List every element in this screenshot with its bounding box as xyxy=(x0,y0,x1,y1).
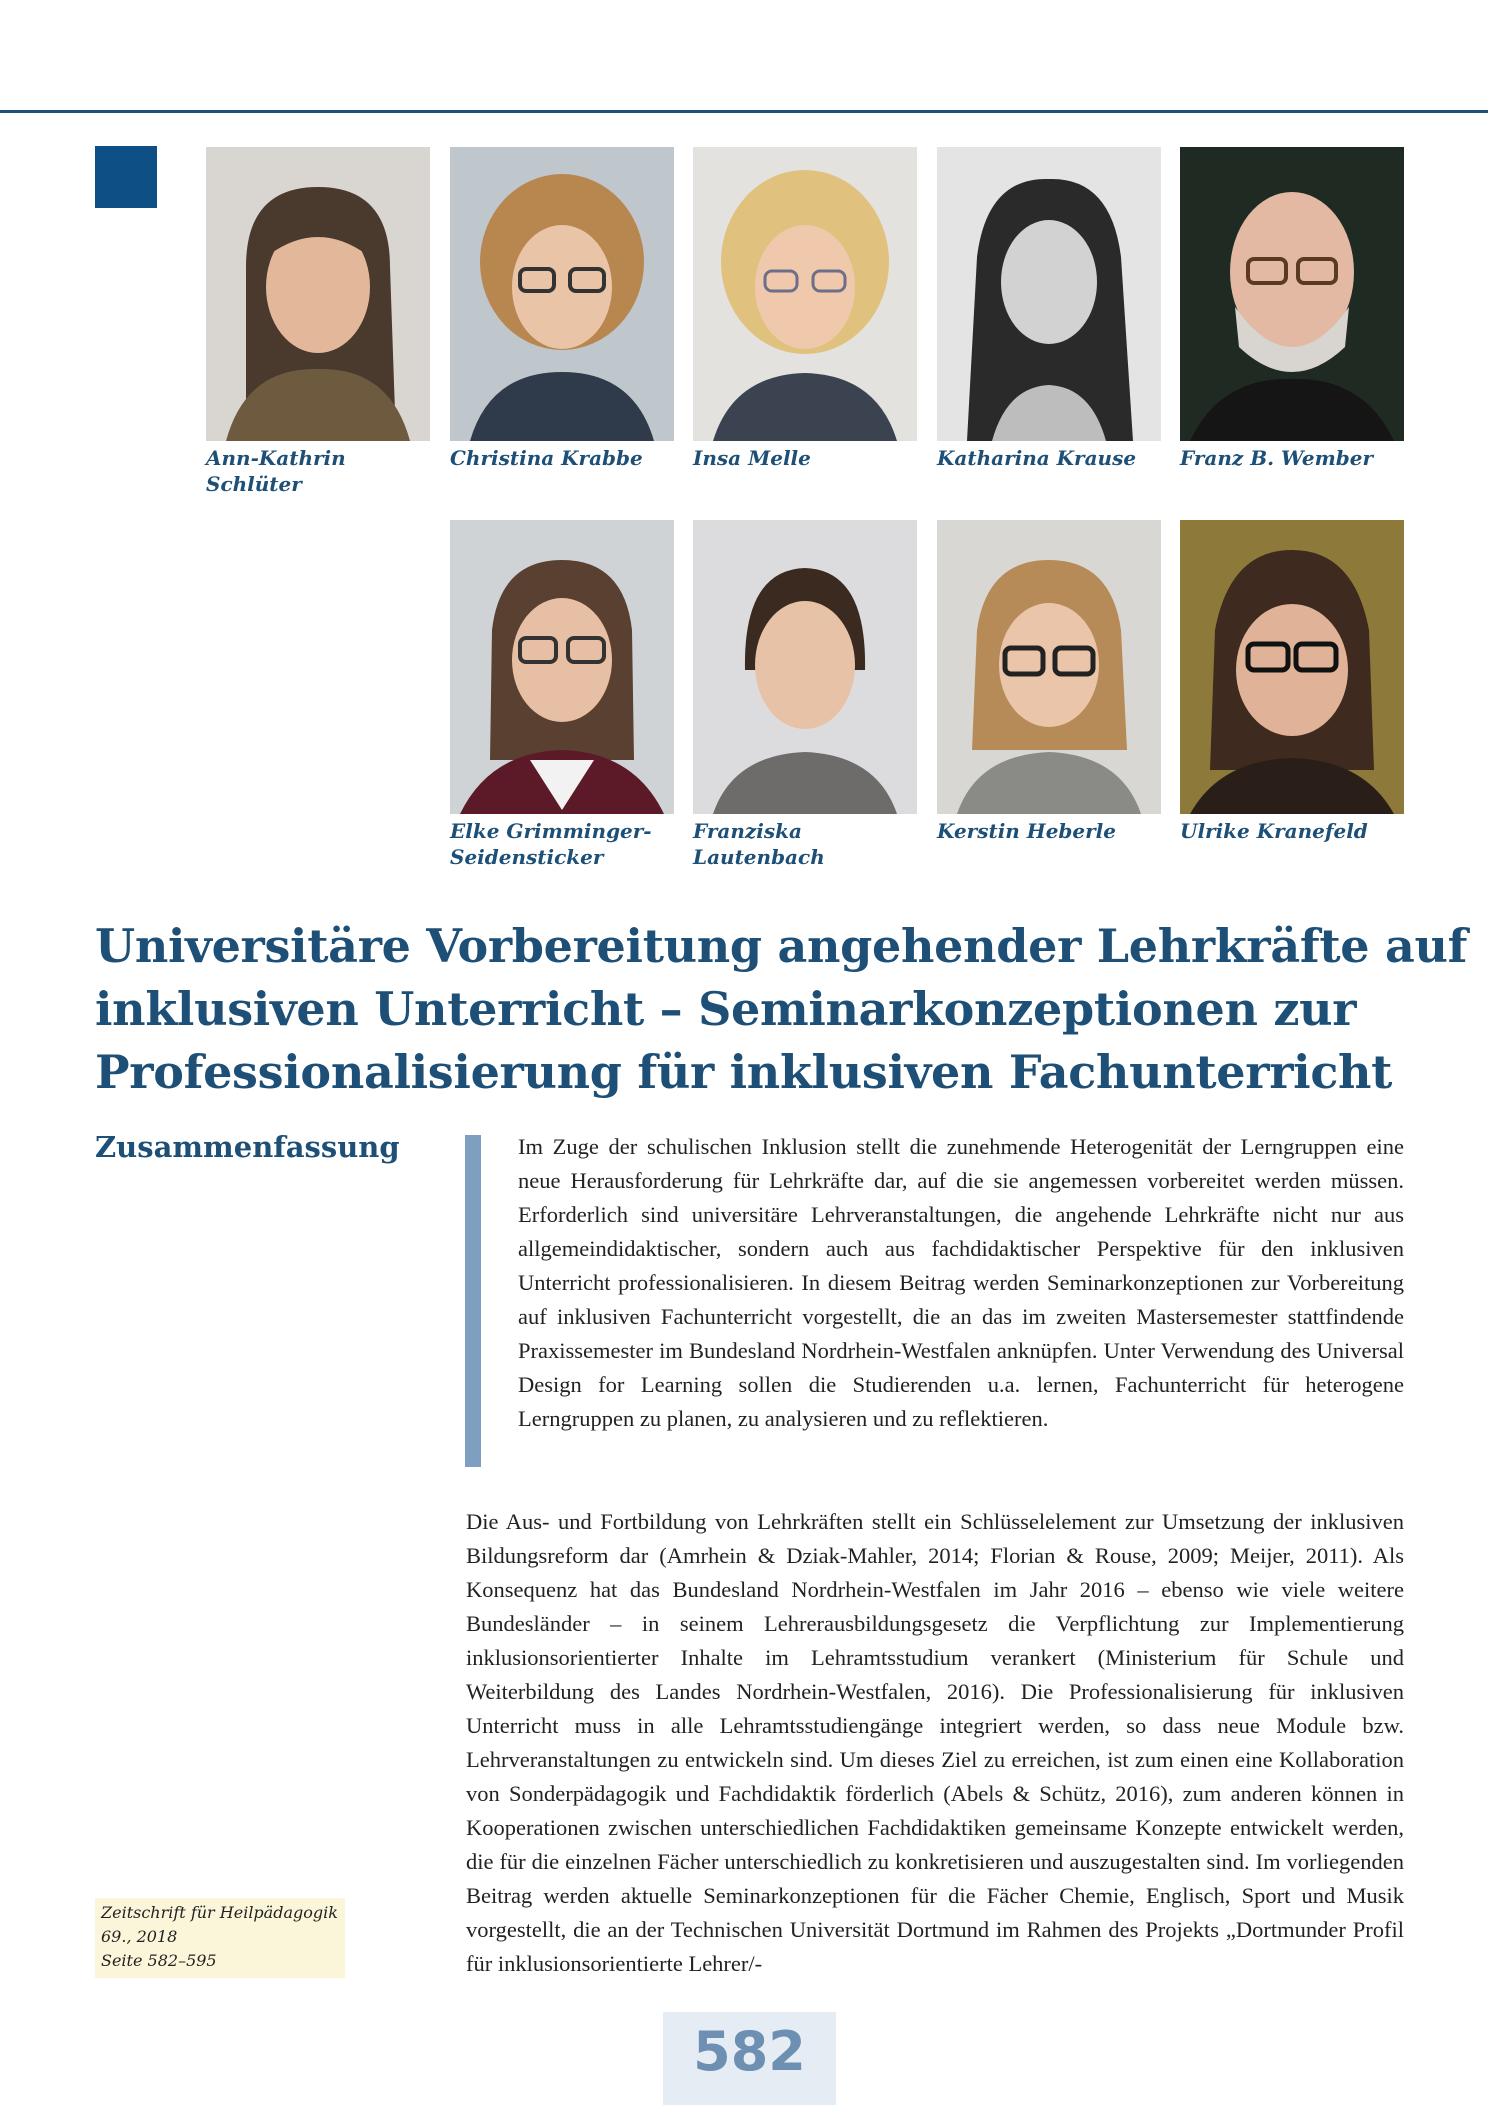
author-name-grimminger: Elke Grimminger- Seidensticker xyxy=(450,819,652,869)
author-name-wember: Franz B. Wember xyxy=(1180,446,1373,470)
article-title-line: Universitäre Vorbereitung angehender Lehrkräfte auf xyxy=(95,919,1468,973)
journal-volume: 69., 2018 xyxy=(101,1927,178,1946)
author-name-melle: Insa Melle xyxy=(693,446,811,470)
article-title-line: Professionalisierung für inklusiven Fachunterricht xyxy=(95,1045,1393,1099)
author-photo-krause xyxy=(937,147,1161,441)
article-title xyxy=(95,915,1468,1104)
author-name-kranefeld: Ulrike Kranefeld xyxy=(1180,819,1368,843)
page-number: 582 xyxy=(693,2020,806,2083)
summary-heading: Zusammenfassung xyxy=(95,1130,400,1164)
journal-pages: Seite 582–595 xyxy=(101,1951,217,1970)
top-rule xyxy=(0,110,1488,113)
author-name-heberle: Kerstin Heberle xyxy=(937,819,1116,843)
author-photo-wember xyxy=(1180,147,1404,441)
journal-name: Zeitschrift für Heilpädagogik xyxy=(101,1903,338,1922)
author-name-krause: Katharina Krause xyxy=(937,446,1137,470)
abstract-accent-bar xyxy=(465,1135,481,1467)
author-photo-kranefeld xyxy=(1180,520,1404,814)
author-photo-lautenbach xyxy=(693,520,917,814)
section-marker xyxy=(95,146,157,208)
author-photo-heberle xyxy=(937,520,1161,814)
article-title-line: inklusiven Unterricht – Seminarkonzeptionen zur xyxy=(95,982,1357,1036)
author-photo-krabbe xyxy=(450,147,674,441)
author-name-krabbe: Christina Krabbe xyxy=(450,446,643,470)
author-name-lautenbach: Franziska Lautenbach xyxy=(693,819,825,869)
author-photo-schlueter xyxy=(206,147,430,441)
journal-citation-box xyxy=(95,1898,345,1978)
abstract-text: Im Zuge der schulischen Inklusion stellt die zunehmende Heterogenität der Lerngruppen eine neue Herausforderung für Lehrkräfte dar, auf die sie angemessen vorbereitet werden müssen. Erforderlich sind universitäre Lehrveranstaltungen, die angehende Lehrkräfte nicht nur aus allgemeindidaktischer, sondern auch aus fachdidaktischer Perspektive für den inklusiven Unterricht professionalisieren. In diesem Beitrag werden Seminarkonzeptionen zur Vorbereitung auf inklusiven Fachunterricht vorgestellt, die an das im zweiten Mastersemester stattfindende Praxissemester im Bundesland Nordrhein-Westfalen anknüpfen. Unter Verwendung des Universal Design for Learning sollen die Studierenden u.a. lernen, Fachunterricht für heterogene Lerngruppen zu planen, zu analysieren und zu reflektieren. xyxy=(518,1134,1404,1431)
author-photo-melle xyxy=(693,147,917,441)
author-name-schlueter: Ann-Kathrin Schlüter xyxy=(206,446,346,496)
author-photo-grimminger xyxy=(450,520,674,814)
page-number-box xyxy=(663,2012,836,2105)
body-text: Die Aus- und Fortbildung von Lehrkräften stellt ein Schlüsselelement zur Umsetzung der inklusiven Bildungsreform dar (Amrhein & Dziak-Mahler, 2014; Florian & Rouse, 2009; Meijer, 2011). Als Konsequenz hat das Bundesland Nordrhein-Westfalen im Jahr 2016 – ebenso wie viele weitere Bundesländer – in seinem Lehrerausbildungsgesetz die Verpflichtung zur Implementierung inklusionsorientierter Inhalte im Lehramtsstudium verankert (Ministerium für Schule und Weiterbildung des Landes Nordrhein-Westfalen, 2016). Die Professionalisierung für inklusiven Unterricht muss in alle Lehramtsstudiengänge integriert werden, so dass neue Module bzw. Lehrveranstaltungen zu entwickeln sind. Um dieses Ziel zu erreichen, ist zum einen eine Kollaboration von Sonderpädagogik und Fachdidaktik förderlich (Abels & Schütz, 2016), zum anderen können in Kooperationen zwischen unterschiedlichen Fachdidaktiken gemeinsame Konzepte entwickelt werden, die für die einzelnen Fächer unterschiedlich zu konkretisieren und auszugestalten sind. Im vorliegenden Beitrag werden aktuelle Seminarkonzeptionen für die Fächer Chemie, Englisch, Sport und Musik vorgestellt, die an der Technischen Universität Dortmund im Rahmen des Projekts „Dortmunder Profil für inklusionsorientierte Lehrer/- xyxy=(466,1509,1404,1976)
